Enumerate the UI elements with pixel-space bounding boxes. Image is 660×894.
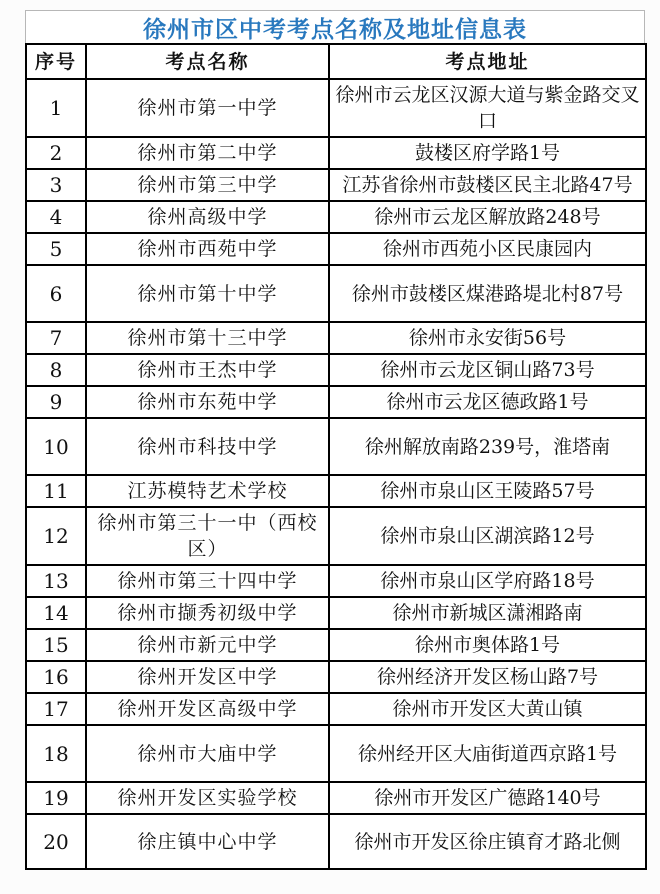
table-row: [26, 693, 646, 725]
site-name: 徐州市第三十四中学: [86, 565, 329, 597]
site-name: 徐州开发区实验学校: [86, 782, 329, 814]
table-row: [26, 233, 646, 265]
row-number: 12: [26, 507, 86, 565]
row-number: 13: [26, 565, 86, 597]
site-address: 徐州市泉山区学府路18号: [329, 565, 646, 597]
site-address: 徐州市开发区大黄山镇: [329, 693, 646, 725]
row-number: 15: [26, 629, 86, 661]
site-address: 徐州市新城区潇湘路南: [329, 597, 646, 629]
site-name: 徐州开发区高级中学: [86, 693, 329, 725]
site-name: 徐州市大庙中学: [86, 725, 329, 782]
row-number: 3: [26, 169, 86, 201]
table-row: [26, 386, 646, 418]
table-title-bar: [25, 10, 645, 43]
site-address: 徐州市云龙区德政路1号: [329, 386, 646, 418]
table-row: [26, 725, 646, 782]
site-address: 徐州市泉山区湖滨路12号: [329, 507, 646, 565]
table-row: [26, 79, 646, 137]
table-row: [26, 475, 646, 507]
row-number: 14: [26, 597, 86, 629]
site-address: 徐州解放南路239号，淮塔南: [329, 418, 646, 475]
row-number: 16: [26, 661, 86, 693]
page-title: 徐州市区中考考点名称及地址信息表: [143, 16, 527, 43]
exam-site-sheet: [25, 10, 645, 870]
site-address: 徐州市永安街56号: [329, 322, 646, 354]
site-address: 徐州市开发区徐庄镇育才路北侧: [329, 814, 646, 869]
site-address: 鼓楼区府学路1号: [329, 137, 646, 169]
site-name: 徐州市第一中学: [86, 79, 329, 137]
table-row: [26, 137, 646, 169]
site-name: 徐州开发区中学: [86, 661, 329, 693]
site-name: 徐州市第二中学: [86, 137, 329, 169]
site-address: 徐州市云龙区汉源大道与紫金路交叉口: [329, 79, 646, 137]
row-number: 9: [26, 386, 86, 418]
header-serial-number: 序号: [26, 44, 86, 79]
table-row: [26, 629, 646, 661]
row-number: 20: [26, 814, 86, 869]
row-number: 10: [26, 418, 86, 475]
site-name: 徐州市东苑中学: [86, 386, 329, 418]
row-number: 11: [26, 475, 86, 507]
site-name: 徐州市新元中学: [86, 629, 329, 661]
row-number: 2: [26, 137, 86, 169]
site-name: 徐州市西苑中学: [86, 233, 329, 265]
site-name: 徐州市第三十一中（西校区）: [86, 507, 329, 565]
site-name: 徐州市第十三中学: [86, 322, 329, 354]
site-name: 徐州市第三中学: [86, 169, 329, 201]
row-number: 7: [26, 322, 86, 354]
header-site-name: 考点名称: [86, 44, 329, 79]
site-address: 徐州经济开发区杨山路7号: [329, 661, 646, 693]
exam-site-table: [25, 43, 647, 870]
site-name: 徐州市第十中学: [86, 265, 329, 322]
site-name: 徐州市王杰中学: [86, 354, 329, 386]
table-row: [26, 782, 646, 814]
row-number: 19: [26, 782, 86, 814]
table-row: [26, 814, 646, 869]
table-row: [26, 418, 646, 475]
site-address: 徐州市云龙区铜山路73号: [329, 354, 646, 386]
site-address: 徐州市西苑小区民康园内: [329, 233, 646, 265]
row-number: 8: [26, 354, 86, 386]
row-number: 1: [26, 79, 86, 137]
site-address: 徐州市云龙区解放路248号: [329, 201, 646, 233]
site-name: 徐州高级中学: [86, 201, 329, 233]
row-number: 18: [26, 725, 86, 782]
site-name: 徐州市科技中学: [86, 418, 329, 475]
table-row: [26, 169, 646, 201]
table-row: [26, 354, 646, 386]
site-name: 江苏模特艺术学校: [86, 475, 329, 507]
table-row: [26, 565, 646, 597]
table-row: [26, 265, 646, 322]
row-number: 17: [26, 693, 86, 725]
table-row: [26, 322, 646, 354]
row-number: 4: [26, 201, 86, 233]
row-number: 5: [26, 233, 86, 265]
table-row: [26, 597, 646, 629]
site-address: 徐州市鼓楼区煤港路堤北村87号: [329, 265, 646, 322]
table-row: [26, 661, 646, 693]
table-body: [26, 79, 646, 869]
site-address: 徐州市泉山区王陵路57号: [329, 475, 646, 507]
site-address: 徐州市开发区广德路140号: [329, 782, 646, 814]
site-name: 徐庄镇中心中学: [86, 814, 329, 869]
header-row: [26, 44, 646, 79]
table-header: [26, 44, 646, 79]
table-row: [26, 201, 646, 233]
site-address: 江苏省徐州市鼓楼区民主北路47号: [329, 169, 646, 201]
site-name: 徐州市撷秀初级中学: [86, 597, 329, 629]
table-row: [26, 507, 646, 565]
header-site-address: 考点地址: [329, 44, 646, 79]
row-number: 6: [26, 265, 86, 322]
site-address: 徐州市奥体路1号: [329, 629, 646, 661]
site-address: 徐州经开区大庙街道西京路1号: [329, 725, 646, 782]
